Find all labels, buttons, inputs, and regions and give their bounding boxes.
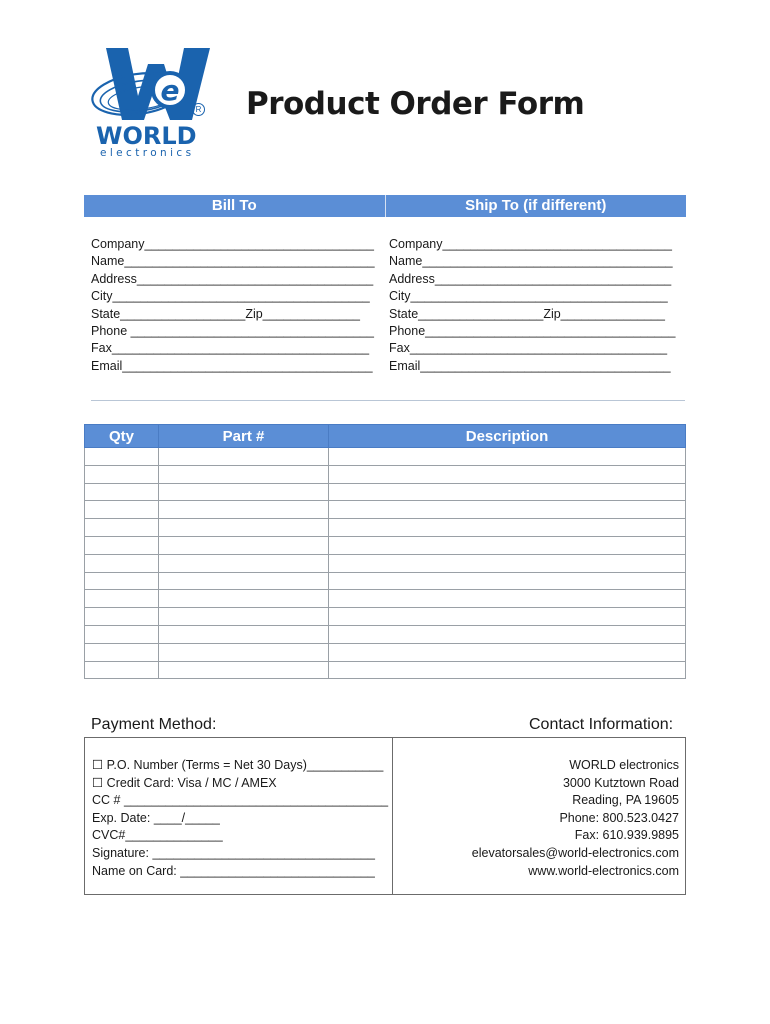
qty-cell[interactable]	[85, 501, 159, 519]
contact-street: 3000 Kutztown Road	[562, 775, 679, 790]
bill-address-field[interactable]: Address__________________________________	[91, 271, 374, 286]
qty-cell[interactable]	[85, 643, 159, 661]
cc-number-field[interactable]: CC # ______________________________________	[92, 793, 389, 808]
bill-to-heading: Bill To	[211, 197, 257, 214]
cvc-field[interactable]: CVC#______________	[92, 828, 223, 843]
part-cell[interactable]	[159, 643, 329, 661]
section-divider	[91, 400, 685, 401]
table-row	[85, 554, 686, 572]
part-cell[interactable]	[159, 661, 329, 679]
part-cell[interactable]	[159, 572, 329, 590]
qty-cell[interactable]	[85, 554, 159, 572]
description-cell[interactable]	[329, 572, 686, 590]
ship-city-field[interactable]: City_____________________________________	[389, 289, 668, 304]
contact-website[interactable]: www.world-electronics.com	[528, 863, 679, 878]
bill-phone-field[interactable]: Phone ___________________________________	[91, 324, 374, 339]
part-cell[interactable]	[159, 536, 329, 554]
part-cell[interactable]	[159, 483, 329, 501]
bill-to-fields	[91, 236, 375, 375]
table-row	[85, 625, 686, 643]
qty-cell[interactable]	[85, 483, 159, 501]
ship-company-field[interactable]: Company_________________________________	[389, 237, 672, 251]
table-row	[85, 501, 686, 519]
part-cell[interactable]	[159, 590, 329, 608]
table-row	[85, 608, 686, 626]
table-row	[85, 483, 686, 501]
ship-name-field[interactable]: Name____________________________________	[389, 254, 673, 269]
contact-fax: Fax: 610.939.9895	[574, 828, 679, 843]
contact-information-label: Contact Information:	[529, 716, 674, 733]
qty-cell[interactable]	[85, 661, 159, 679]
ship-email-field[interactable]: Email____________________________________	[389, 358, 671, 373]
contact-company: WORLD electronics	[569, 758, 679, 772]
address-header-bar	[84, 195, 686, 217]
contact-phone: Phone: 800.523.0427	[559, 810, 679, 825]
ship-to-heading: Ship To (if different)	[385, 195, 687, 217]
description-cell[interactable]	[329, 465, 686, 483]
table-row	[85, 572, 686, 590]
part-cell[interactable]	[159, 625, 329, 643]
description-cell[interactable]	[329, 608, 686, 626]
part-cell[interactable]	[159, 448, 329, 466]
table-row	[85, 519, 686, 537]
table-row	[85, 448, 686, 466]
bill-name-field[interactable]: Name____________________________________	[91, 254, 375, 269]
description-cell[interactable]	[329, 590, 686, 608]
signature-field[interactable]: Signature: ________________________________	[92, 845, 375, 860]
logo-wordmark: WORLD	[96, 122, 197, 150]
table-row	[85, 661, 686, 679]
description-cell[interactable]	[329, 625, 686, 643]
qty-cell[interactable]	[85, 465, 159, 483]
description-cell[interactable]	[329, 554, 686, 572]
name-on-card-field[interactable]: Name on Card: ____________________________	[92, 863, 375, 878]
svg-text:e: e	[160, 74, 180, 107]
payment-contact-box	[84, 737, 686, 895]
ship-to-fields	[389, 236, 675, 375]
po-number-option[interactable]: ☐ P.O. Number (Terms = Net 30 Days)___________	[92, 758, 384, 772]
qty-column-header: Qty	[85, 425, 159, 448]
part-cell[interactable]	[159, 554, 329, 572]
description-cell[interactable]	[329, 661, 686, 679]
ship-phone-field[interactable]: Phone____________________________________	[389, 324, 676, 339]
logo-subtext: electronics	[100, 147, 195, 159]
qty-cell[interactable]	[85, 625, 159, 643]
description-cell[interactable]	[329, 448, 686, 466]
part-cell[interactable]	[159, 608, 329, 626]
contact-box	[393, 738, 685, 894]
part-cell[interactable]	[159, 519, 329, 537]
table-row	[85, 536, 686, 554]
ship-address-field[interactable]: Address__________________________________	[389, 271, 672, 286]
qty-cell[interactable]	[85, 572, 159, 590]
part-cell[interactable]	[159, 501, 329, 519]
bill-state-zip-field[interactable]: State__________________Zip______________	[91, 306, 361, 321]
payment-method-label: Payment Method:	[91, 716, 217, 733]
table-row	[85, 590, 686, 608]
bill-city-field[interactable]: City_____________________________________	[91, 289, 370, 304]
description-cell[interactable]	[329, 536, 686, 554]
bill-email-field[interactable]: Email____________________________________	[91, 358, 373, 373]
qty-cell[interactable]	[85, 590, 159, 608]
contact-city-state: Reading, PA 19605	[572, 793, 679, 808]
page-title: Product Order Form	[246, 86, 585, 122]
part-cell[interactable]	[159, 465, 329, 483]
credit-card-option[interactable]: ☐ Credit Card: Visa / MC / AMEX	[92, 775, 277, 790]
order-table	[84, 424, 686, 679]
exp-date-field[interactable]: Exp. Date: ____/_____	[92, 810, 220, 825]
contact-email[interactable]: elevatorsales@world-electronics.com	[471, 845, 679, 860]
table-row	[85, 465, 686, 483]
description-cell[interactable]	[329, 519, 686, 537]
part-column-header: Part #	[159, 425, 329, 448]
bill-fax-field[interactable]: Fax_____________________________________	[91, 341, 370, 356]
description-column-header: Description	[329, 425, 686, 448]
registered-mark: R	[192, 103, 205, 116]
qty-cell[interactable]	[85, 448, 159, 466]
ship-fax-field[interactable]: Fax_____________________________________	[389, 341, 668, 356]
qty-cell[interactable]	[85, 608, 159, 626]
bill-company-field[interactable]: Company_________________________________	[91, 237, 374, 251]
payment-box	[85, 738, 393, 894]
qty-cell[interactable]	[85, 536, 159, 554]
table-row	[85, 643, 686, 661]
description-cell[interactable]	[329, 483, 686, 501]
ship-state-zip-field[interactable]: State__________________Zip_______________	[389, 306, 665, 321]
description-cell[interactable]	[329, 501, 686, 519]
qty-cell[interactable]	[85, 519, 159, 537]
description-cell[interactable]	[329, 643, 686, 661]
